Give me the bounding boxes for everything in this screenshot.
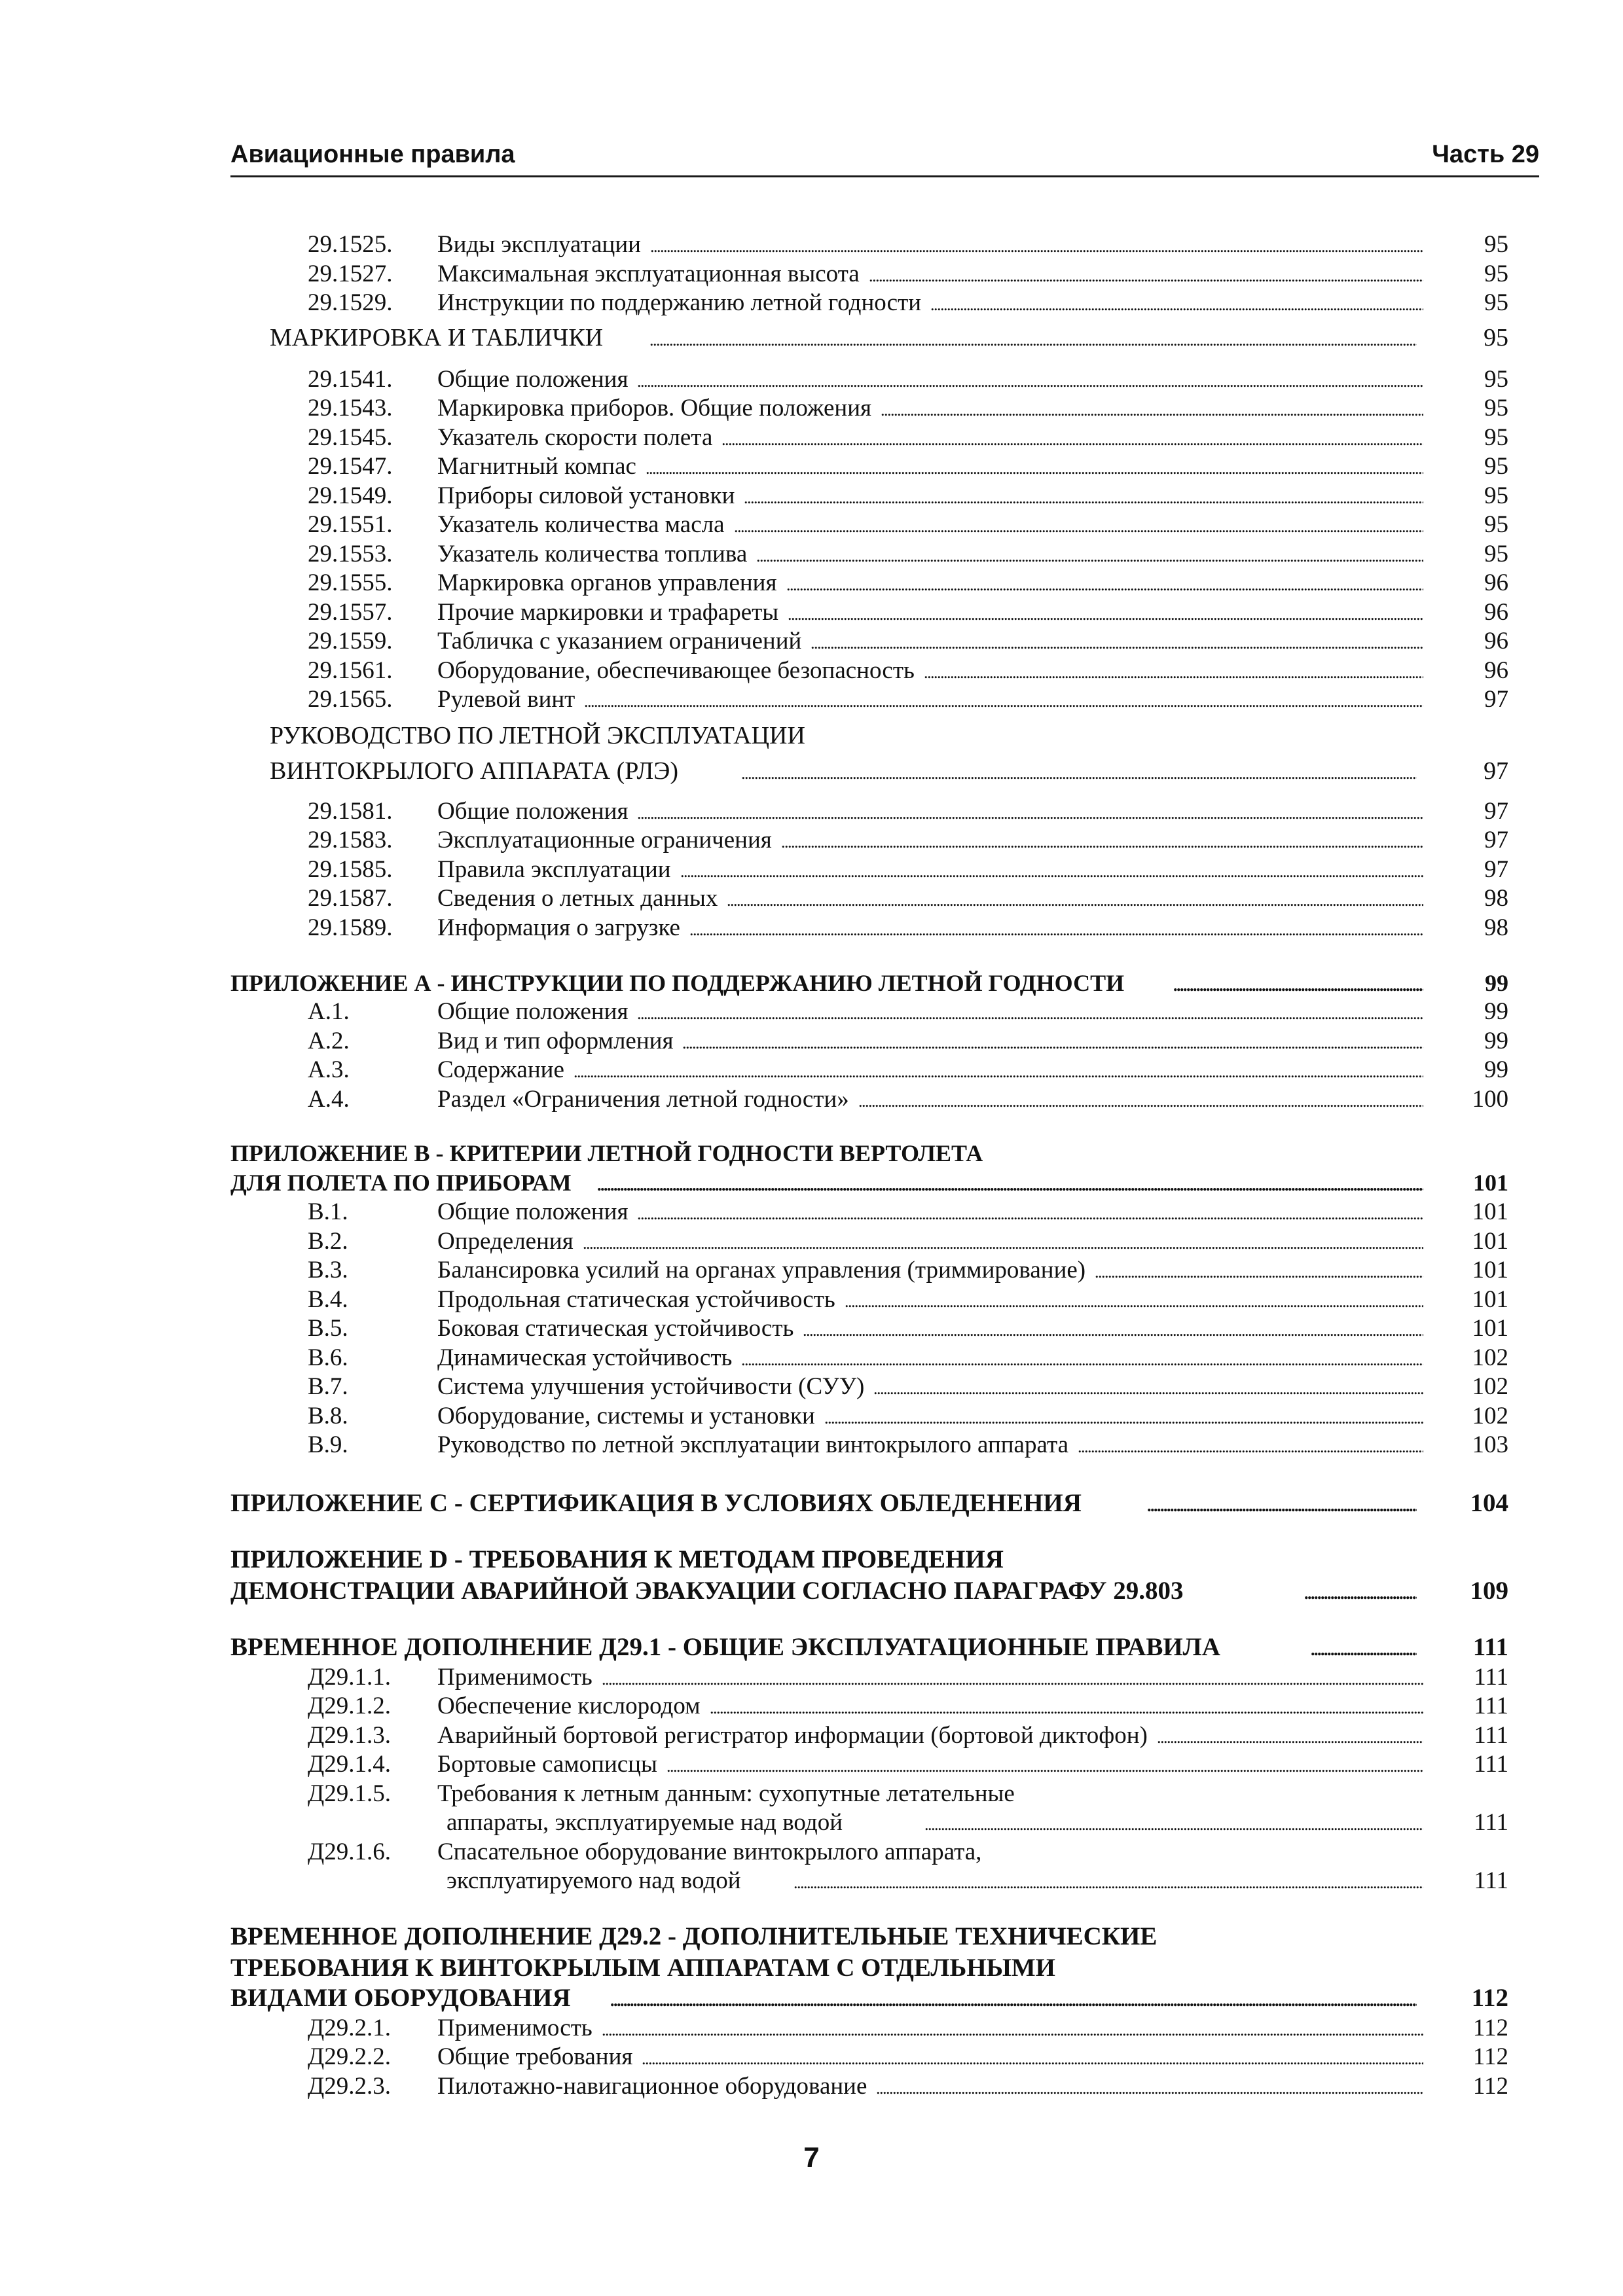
dot-leader xyxy=(602,1663,1423,1693)
page-number: 95 xyxy=(1484,323,1508,351)
entry-title: Магнитный компас xyxy=(437,453,636,480)
page-number: 99 xyxy=(1484,1056,1508,1083)
entry-title: Виды эксплуатации xyxy=(437,231,641,258)
toc-entry xyxy=(230,1285,1508,1315)
entry-number: B.6. xyxy=(308,1344,348,1371)
page-number: 96 xyxy=(1484,628,1508,655)
entry-number: A.4. xyxy=(308,1085,350,1113)
page-number: 96 xyxy=(1484,598,1508,626)
toc-entry xyxy=(230,1750,1508,1780)
entry-title: Эксплуатационные ограничения xyxy=(437,827,772,853)
toc-appendix-heading xyxy=(230,942,1508,997)
entry-number: 29.1589. xyxy=(308,914,393,941)
page-number: 95 xyxy=(1484,260,1508,287)
appendix-title-line: ПРИЛОЖЕНИЕ В - КРИТЕРИИ ЛЕТНОЙ ГОДНОСТИ ВЕРТОЛЕТА xyxy=(230,1140,983,1166)
section-title-line: ВИНТОКРЫЛОГО АППАРАТА (РЛЭ) xyxy=(270,757,679,785)
dot-leader xyxy=(666,1750,1423,1780)
page-number: 111 xyxy=(1474,1867,1508,1894)
toc-entry xyxy=(230,1314,1508,1344)
dot-leader xyxy=(1147,1488,1417,1517)
entry-title: Применимость xyxy=(437,2014,593,2041)
entry-number: 29.1541. xyxy=(308,365,393,393)
entry-number: Д29.1.4. xyxy=(308,1751,391,1778)
entry-title-line: эксплуатируемого над водой xyxy=(447,1867,741,1894)
entry-number: B.5. xyxy=(308,1315,348,1342)
entry-title: Определения xyxy=(437,1227,574,1255)
page-number: 96 xyxy=(1484,656,1508,684)
page-number: 97 xyxy=(1484,757,1508,785)
toc-entry xyxy=(230,2072,1508,2102)
dot-leader xyxy=(637,997,1423,1027)
dot-leader xyxy=(637,365,1423,395)
dot-leader xyxy=(574,1056,1423,1085)
toc-entry xyxy=(230,540,1508,569)
appendix-title: ПРИЛОЖЕНИЕ С - СЕРТИФИКАЦИЯ В УСЛОВИЯХ ОБЛЕДЕНЕНИЯ xyxy=(230,1488,1082,1517)
toc-group xyxy=(230,2014,1508,2102)
entry-number: 29.1545. xyxy=(308,423,393,451)
page-number: 103 xyxy=(1472,1431,1508,1458)
entry-title: Сведения о летных данных xyxy=(437,885,718,912)
dot-leader xyxy=(741,757,1417,786)
page-number: 101 xyxy=(1472,1257,1508,1283)
entry-title-line: аппараты, эксплуатируемые над водой xyxy=(447,1809,843,1836)
page-number: 98 xyxy=(1484,914,1508,941)
entry-title: Общие требования xyxy=(437,2043,633,2070)
entry-number: 29.1587. xyxy=(308,885,393,912)
dot-leader xyxy=(788,598,1423,628)
dot-leader xyxy=(781,826,1423,855)
entry-title-line: Спасательное оборудование винтокрылого аппарата, xyxy=(437,1838,982,1865)
page-number: 95 xyxy=(1484,540,1508,567)
toc-entry xyxy=(230,997,1508,1027)
page-number: 101 xyxy=(1472,1198,1508,1225)
dot-leader xyxy=(680,855,1423,885)
entry-number: B.1. xyxy=(308,1198,348,1225)
dot-leader xyxy=(1095,1256,1423,1285)
toc-entry xyxy=(230,1227,1508,1257)
dot-leader xyxy=(584,685,1423,715)
page-number: 111 xyxy=(1474,1693,1508,1719)
toc-group xyxy=(230,797,1508,943)
toc-entry xyxy=(230,569,1508,598)
section-title: МАРКИРОВКА И ТАБЛИЧКИ xyxy=(270,323,604,351)
entry-number: Д29.1.3. xyxy=(308,1721,391,1749)
page-number: 95 xyxy=(1484,231,1508,258)
toc-entry xyxy=(230,423,1508,453)
dot-leader xyxy=(924,1808,1423,1838)
entry-title: Прочие маркировки и трафареты xyxy=(437,598,779,626)
entry-number: Д29.2.3. xyxy=(308,2072,391,2100)
appendix-title-line: ДЕМОНСТРАЦИИ АВАРИЙНОЙ ЭВАКУАЦИИ СОГЛАСНО ПАРАГРАФУ 29.803 xyxy=(230,1576,1184,1605)
toc-section-heading xyxy=(230,318,1508,365)
toc-entry xyxy=(230,1085,1508,1115)
toc-entry xyxy=(230,1372,1508,1402)
dot-leader xyxy=(734,511,1423,540)
entry-title: Инструкции по поддержанию летной годности xyxy=(437,289,922,316)
entry-number: A.2. xyxy=(308,1027,350,1054)
entry-number: 29.1559. xyxy=(308,628,393,655)
entry-title: Оборудование, обеспечивающее безопасность xyxy=(437,656,915,684)
toc-group xyxy=(230,230,1508,318)
toc-entry xyxy=(230,1692,1508,1721)
entry-number: 29.1557. xyxy=(308,598,393,626)
dot-leader xyxy=(811,627,1423,656)
entry-title: Пилотажно-навигационное оборудование xyxy=(437,2072,867,2100)
page-number: 112 xyxy=(1472,2043,1508,2070)
toc-group xyxy=(230,365,1508,715)
page-number: 111 xyxy=(1474,1809,1508,1836)
toc-entry xyxy=(230,1256,1508,1285)
entry-title: Указатель количества масла xyxy=(437,511,725,538)
dot-leader xyxy=(924,656,1423,686)
running-header xyxy=(230,136,1539,177)
toc-group xyxy=(230,997,1508,1114)
dot-leader xyxy=(1304,1575,1417,1605)
toc-entry xyxy=(230,452,1508,482)
toc-entry xyxy=(230,826,1508,855)
page-number: 111 xyxy=(1474,1721,1508,1749)
page-number: 101 xyxy=(1472,1315,1508,1342)
page-number: 99 xyxy=(1484,1027,1508,1054)
page-number: 95 xyxy=(1484,395,1508,422)
dot-leader xyxy=(803,1314,1423,1344)
dot-leader xyxy=(858,1085,1423,1115)
entry-number: 29.1553. xyxy=(308,540,393,567)
section-title-line: РУКОВОДСТВО ПО ЛЕТНОЙ ЭКСПЛУАТАЦИИ xyxy=(270,721,805,749)
dot-leader xyxy=(727,884,1423,914)
dot-leader xyxy=(637,797,1423,827)
page-number: 99 xyxy=(1485,970,1508,996)
toc-entry xyxy=(230,1431,1508,1460)
entry-title: Бортовые самописцы xyxy=(437,1751,657,1778)
entry-title: Максимальная эксплуатационная высота xyxy=(437,260,860,287)
page-number: 112 xyxy=(1472,2072,1508,2100)
table-of-contents xyxy=(230,230,1508,2101)
entry-title: Применимость xyxy=(437,1663,593,1691)
toc-supplement-heading xyxy=(230,1896,1508,2014)
supplement-title-line: ВРЕМЕННОЕ ДОПОЛНЕНИЕ Д29.2 - ДОПОЛНИТЕЛЬНЫЕ ТЕХНИЧЕСКИЕ xyxy=(230,1922,1158,1950)
dot-leader xyxy=(873,1372,1423,1402)
header-title: Авиационные правила xyxy=(230,141,515,168)
toc-entry xyxy=(230,797,1508,827)
dot-leader xyxy=(1173,969,1423,998)
toc-entry xyxy=(230,394,1508,423)
entry-number: 29.1581. xyxy=(308,797,393,825)
entry-title: Раздел «Ограничения летной годности» xyxy=(437,1085,849,1113)
entry-number: A.1. xyxy=(308,998,350,1025)
entry-number: A.3. xyxy=(308,1056,350,1083)
entry-number: 29.1561. xyxy=(308,656,393,684)
entry-number: B.9. xyxy=(308,1431,348,1458)
page-number: 98 xyxy=(1484,885,1508,912)
dot-leader xyxy=(1311,1632,1417,1661)
entry-number: B.7. xyxy=(308,1373,348,1400)
page-number: 97 xyxy=(1484,855,1508,883)
page-number: 112 xyxy=(1471,1983,1508,2012)
dot-leader xyxy=(744,482,1423,511)
toc-entry xyxy=(230,2043,1508,2072)
page-number: 97 xyxy=(1484,686,1508,713)
toc-entry xyxy=(230,511,1508,540)
toc-appendix-heading xyxy=(230,1460,1508,1519)
dot-leader xyxy=(824,1402,1423,1431)
toc-entry xyxy=(230,855,1508,885)
page-number: 111 xyxy=(1472,1632,1508,1661)
dot-leader xyxy=(650,230,1423,260)
dot-leader xyxy=(682,1027,1423,1056)
entry-title: Общие положения xyxy=(437,1198,629,1225)
dot-leader xyxy=(610,1982,1417,2012)
entry-number: 29.1583. xyxy=(308,827,393,853)
toc-supplement-heading xyxy=(230,1607,1508,1663)
toc-entry xyxy=(230,627,1508,656)
entry-title: Система улучшения устойчивости (СУУ) xyxy=(437,1373,865,1400)
entry-title: Оборудование, системы и установки xyxy=(437,1402,815,1429)
entry-title: Общие положения xyxy=(437,365,629,393)
entry-title-line: Требования к летным данным: сухопутные летательные xyxy=(437,1780,1015,1807)
page-number: 111 xyxy=(1474,1751,1508,1778)
dot-leader xyxy=(793,1867,1423,1896)
toc-entry xyxy=(230,1402,1508,1431)
toc-entry xyxy=(230,1056,1508,1085)
entry-title: Табличка с указанием ограничений xyxy=(437,628,802,655)
toc-section-heading xyxy=(230,715,1508,797)
toc-group xyxy=(230,1663,1508,1780)
toc-entry xyxy=(230,1721,1508,1751)
dot-leader xyxy=(756,540,1423,569)
page-number: 95 xyxy=(1484,482,1508,509)
toc-entry xyxy=(230,1027,1508,1056)
entry-number: 29.1551. xyxy=(308,511,393,538)
dot-leader xyxy=(869,260,1423,289)
entry-title: Правила эксплуатации xyxy=(437,855,671,883)
page-number: 102 xyxy=(1472,1344,1508,1371)
entry-number: 29.1549. xyxy=(308,482,393,509)
dot-leader xyxy=(583,1227,1423,1257)
dot-leader xyxy=(721,423,1423,453)
dot-leader xyxy=(649,323,1417,353)
entry-title: Боковая статическая устойчивость xyxy=(437,1315,794,1342)
page-number: 95 xyxy=(1484,511,1508,538)
dot-leader xyxy=(602,2014,1423,2043)
entry-number: B.2. xyxy=(308,1227,348,1255)
page-number: 97 xyxy=(1484,797,1508,825)
toc-entry xyxy=(230,1344,1508,1373)
entry-number: B.8. xyxy=(308,1402,348,1429)
page-number: 101 xyxy=(1473,1170,1508,1196)
page-number: 100 xyxy=(1472,1085,1508,1113)
toc-entry xyxy=(230,1780,1508,1838)
dot-leader xyxy=(876,2072,1423,2102)
supplement-title: ВРЕМЕННОЕ ДОПОЛНЕНИЕ Д29.1 - ОБЩИЕ ЭКСПЛУАТАЦИОННЫЕ ПРАВИЛА xyxy=(230,1632,1220,1661)
supplement-title-line: ТРЕБОВАНИЯ К ВИНТОКРЫЛЫМ АППАРАТАМ С ОТДЕЛЬНЫМИ xyxy=(230,1953,1056,1982)
entry-title: Руководство по летной эксплуатации винтокрылого аппарата xyxy=(437,1431,1068,1458)
dot-leader xyxy=(710,1692,1423,1721)
entry-number: Д29.2.2. xyxy=(308,2043,391,2070)
dot-leader xyxy=(1157,1721,1423,1751)
entry-title: Продольная статическая устойчивость xyxy=(437,1285,835,1313)
page-number: 95 xyxy=(1484,365,1508,393)
appendix-title-line: ДЛЯ ПОЛЕТА ПО ПРИБОРАМ xyxy=(230,1170,572,1196)
toc-entry xyxy=(230,2014,1508,2043)
appendix-title-line: ПРИЛОЖЕНИЕ D - ТРЕБОВАНИЯ К МЕТОДАМ ПРОВЕДЕНИЯ xyxy=(230,1545,1004,1573)
page-number: 99 xyxy=(1484,998,1508,1025)
dot-leader xyxy=(689,914,1423,943)
entry-number: 29.1547. xyxy=(308,453,393,480)
toc-entry xyxy=(230,260,1508,289)
dot-leader xyxy=(930,289,1423,318)
entry-number: 29.1525. xyxy=(308,231,393,258)
entry-title: Приборы силовой установки xyxy=(437,482,735,509)
entry-title: Вид и тип оформления xyxy=(437,1027,674,1054)
toc-entry xyxy=(230,656,1508,686)
page-number: 95 xyxy=(1484,453,1508,480)
entry-title: Информация о загрузке xyxy=(437,914,680,941)
page-number: 104 xyxy=(1470,1488,1508,1517)
entry-title: Рулевой винт xyxy=(437,686,575,713)
dot-leader xyxy=(881,394,1423,423)
entry-number: B.4. xyxy=(308,1285,348,1313)
entry-number: 29.1555. xyxy=(308,569,393,596)
supplement-title-line: ВИДАМИ ОБОРУДОВАНИЯ xyxy=(230,1983,571,2012)
entry-title: Обеспечение кислородом xyxy=(437,1693,701,1719)
toc-entry xyxy=(230,1838,1508,1896)
page-number: 102 xyxy=(1472,1402,1508,1429)
page-number: 95 xyxy=(1484,289,1508,316)
entry-number: Д29.1.1. xyxy=(308,1663,391,1691)
dot-leader xyxy=(1078,1431,1423,1460)
entry-number: Д29.2.1. xyxy=(308,2014,391,2041)
page-number: 102 xyxy=(1472,1373,1508,1400)
toc-entry xyxy=(230,598,1508,628)
toc-entry xyxy=(230,914,1508,943)
page-number: 95 xyxy=(1484,423,1508,451)
entry-title: Указатель количества топлива xyxy=(437,540,748,567)
toc-entry xyxy=(230,482,1508,511)
page-number: 97 xyxy=(1484,827,1508,853)
dot-leader xyxy=(646,452,1423,482)
dot-leader xyxy=(786,569,1423,598)
page-number: 112 xyxy=(1472,2014,1508,2041)
page-number: 111 xyxy=(1474,1663,1508,1691)
entry-number: B.3. xyxy=(308,1257,348,1283)
entry-number: 29.1527. xyxy=(308,260,393,287)
entry-number: 29.1565. xyxy=(308,686,393,713)
toc-group xyxy=(230,1198,1508,1460)
dot-leader xyxy=(741,1344,1423,1373)
entry-title: Маркировка органов управления xyxy=(437,569,777,596)
toc-entry xyxy=(230,685,1508,715)
entry-title: Указатель скорости полета xyxy=(437,423,713,451)
entry-title: Маркировка приборов. Общие положения xyxy=(437,395,872,422)
entry-number: Д29.1.6. xyxy=(308,1838,391,1865)
page-number: 96 xyxy=(1484,569,1508,596)
page-number: 109 xyxy=(1470,1576,1508,1605)
toc-entry xyxy=(230,289,1508,318)
entry-number: 29.1529. xyxy=(308,289,393,316)
toc-entry xyxy=(230,230,1508,260)
toc-appendix-heading xyxy=(230,1519,1508,1607)
entry-title: Динамическая устойчивость xyxy=(437,1344,733,1371)
toc-entry xyxy=(230,884,1508,914)
header-part: Часть 29 xyxy=(1432,141,1539,168)
toc-entry xyxy=(230,365,1508,395)
entry-title: Балансировка усилий на органах управления (триммирование) xyxy=(437,1257,1086,1283)
dot-leader xyxy=(845,1285,1423,1315)
entry-title: Общие положения xyxy=(437,998,629,1025)
entry-title: Содержание xyxy=(437,1056,564,1083)
entry-title: Аварийный бортовой регистратор информации (бортовой диктофон) xyxy=(437,1721,1148,1749)
entry-title: Общие положения xyxy=(437,797,629,825)
appendix-title: ПРИЛОЖЕНИЕ А - ИНСТРУКЦИИ ПО ПОДДЕРЖАНИЮ ЛЕТНОЙ ГОДНОСТИ xyxy=(230,970,1125,996)
entry-number: Д29.1.5. xyxy=(308,1780,391,1807)
entry-number: 29.1543. xyxy=(308,395,393,422)
page-number: 101 xyxy=(1472,1285,1508,1313)
dot-leader xyxy=(597,1168,1423,1198)
toc-entry xyxy=(230,1198,1508,1227)
toc-entry xyxy=(230,1663,1508,1693)
dot-leader xyxy=(642,2043,1423,2072)
entry-number: 29.1585. xyxy=(308,855,393,883)
dot-leader xyxy=(637,1198,1423,1227)
page-number: 101 xyxy=(1472,1227,1508,1255)
entry-number: Д29.1.2. xyxy=(308,1693,391,1719)
page-footer-number: 7 xyxy=(803,2142,820,2174)
toc-appendix-heading xyxy=(230,1114,1508,1198)
